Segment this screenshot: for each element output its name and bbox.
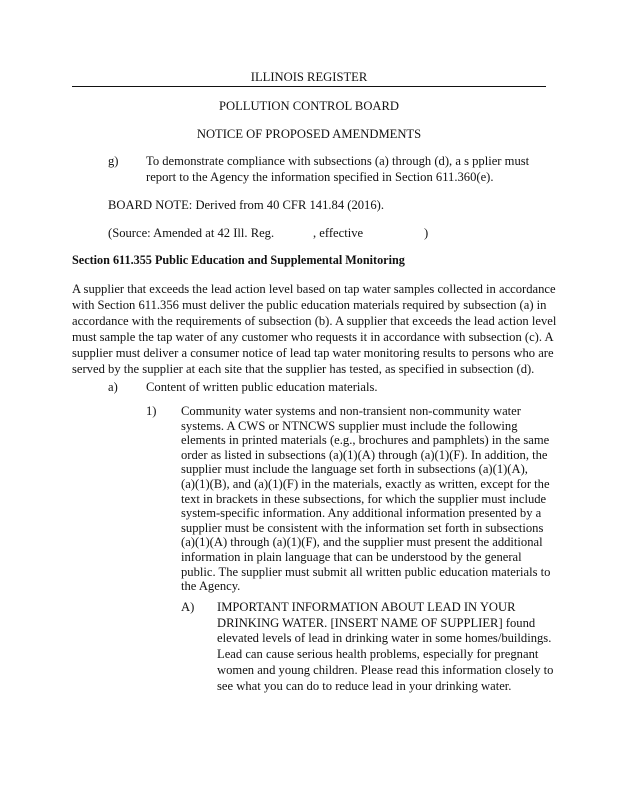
text-line: accordance with the requirements of subsection (b). A supplier that exceeds the lead action level bbox=[72, 314, 557, 328]
item-1-text bbox=[181, 404, 550, 594]
register-title: ILLINOIS REGISTER bbox=[250, 70, 368, 84]
text-line: information in plain language that can be understood by the general bbox=[181, 549, 522, 564]
text-line: text in brackets in these subsections, for which the supplier must include bbox=[181, 491, 547, 506]
text-line: To demonstrate compliance with subsections (a) through (d), a s pplier must bbox=[146, 154, 530, 168]
text-line: with Section 611.356 must deliver the public education materials required by subsection (a) in bbox=[72, 298, 547, 312]
subsection-a-text: Content of written public education materials. bbox=[146, 380, 378, 394]
text-line: supplier must deliver a consumer notice of lead tap water monitoring results to persons who are bbox=[72, 346, 554, 360]
text-line: systems. A CWS or NTNCWS supplier must include the following bbox=[181, 418, 518, 433]
text-line: see what you can do to reduce lead in your drinking water. bbox=[217, 678, 512, 693]
text-line: IMPORTANT INFORMATION ABOUT LEAD IN YOUR bbox=[217, 600, 516, 614]
notice-title: NOTICE OF PROPOSED AMENDMENTS bbox=[196, 127, 422, 141]
source-close: ) bbox=[424, 226, 429, 240]
text-line: order as listed in subsections (a)(1)(A) through (a)(1)(F). In addition, the bbox=[181, 447, 548, 462]
text-line: Lead can cause serious health problems, especially for pregnant bbox=[217, 647, 539, 662]
text-line: women and young children. Please read this information closely to bbox=[217, 662, 554, 677]
agency-title: POLLUTION CONTROL BOARD bbox=[218, 99, 400, 113]
header-rule bbox=[72, 86, 546, 87]
item-1-label: 1) bbox=[146, 404, 157, 418]
text-line: elevated levels of lead in drinking water in some homes/buildings. bbox=[217, 631, 552, 646]
text-line: (a)(1)(A) through (a)(1)(F), and the supplier must present the additional bbox=[181, 535, 543, 550]
text-line: report to the Agency the information specified in Section 611.360(e). bbox=[146, 169, 494, 184]
text-line: must sample the tap water of any customer who requests it in accordance with subsection (c). A bbox=[72, 330, 554, 344]
text-line: public. The supplier must submit all written public education materials to bbox=[181, 564, 551, 579]
text-line: supplier must include the language set forth in subsections (a)(1)(A), bbox=[181, 462, 528, 477]
subsection-g-label: g) bbox=[108, 154, 119, 168]
text-line: served by the supplier at each site that the supplier has tested, as specified in subsection (d). bbox=[72, 362, 535, 376]
text-line: Community water systems and non-transient non-community water bbox=[181, 404, 521, 418]
item-A-label: A) bbox=[181, 600, 195, 614]
board-note: BOARD NOTE: Derived from 40 CFR 141.84 (2016). bbox=[108, 198, 384, 212]
subsection-g-text bbox=[146, 154, 529, 185]
intro-paragraph bbox=[72, 281, 556, 377]
source-prefix: (Source: Amended at 42 Ill. Reg. bbox=[108, 226, 275, 240]
item-A-text bbox=[217, 600, 553, 694]
text-line: A supplier that exceeds the lead action level based on tap water samples collected in accordance bbox=[72, 282, 556, 296]
text-line: supplier must be consistent with the information set forth in subsections bbox=[181, 520, 544, 535]
section-heading: Section 611.355 Public Education and Supplemental Monitoring bbox=[72, 253, 405, 267]
text-line: DRINKING WATER. [INSERT NAME OF SUPPLIER] found bbox=[217, 615, 536, 630]
source-effective: , effective bbox=[313, 226, 364, 240]
text-line: (a)(1)(B), and (a)(1)(F) in the materials, exactly as written, except for the bbox=[181, 476, 550, 491]
text-line: the Agency. bbox=[181, 579, 241, 594]
subsection-a-label: a) bbox=[108, 380, 118, 394]
text-line: system-specific information. Any additional information presented by a bbox=[181, 506, 542, 521]
text-line: elements in printed materials (e.g., brochures and pamphlets) in the same bbox=[181, 433, 550, 448]
